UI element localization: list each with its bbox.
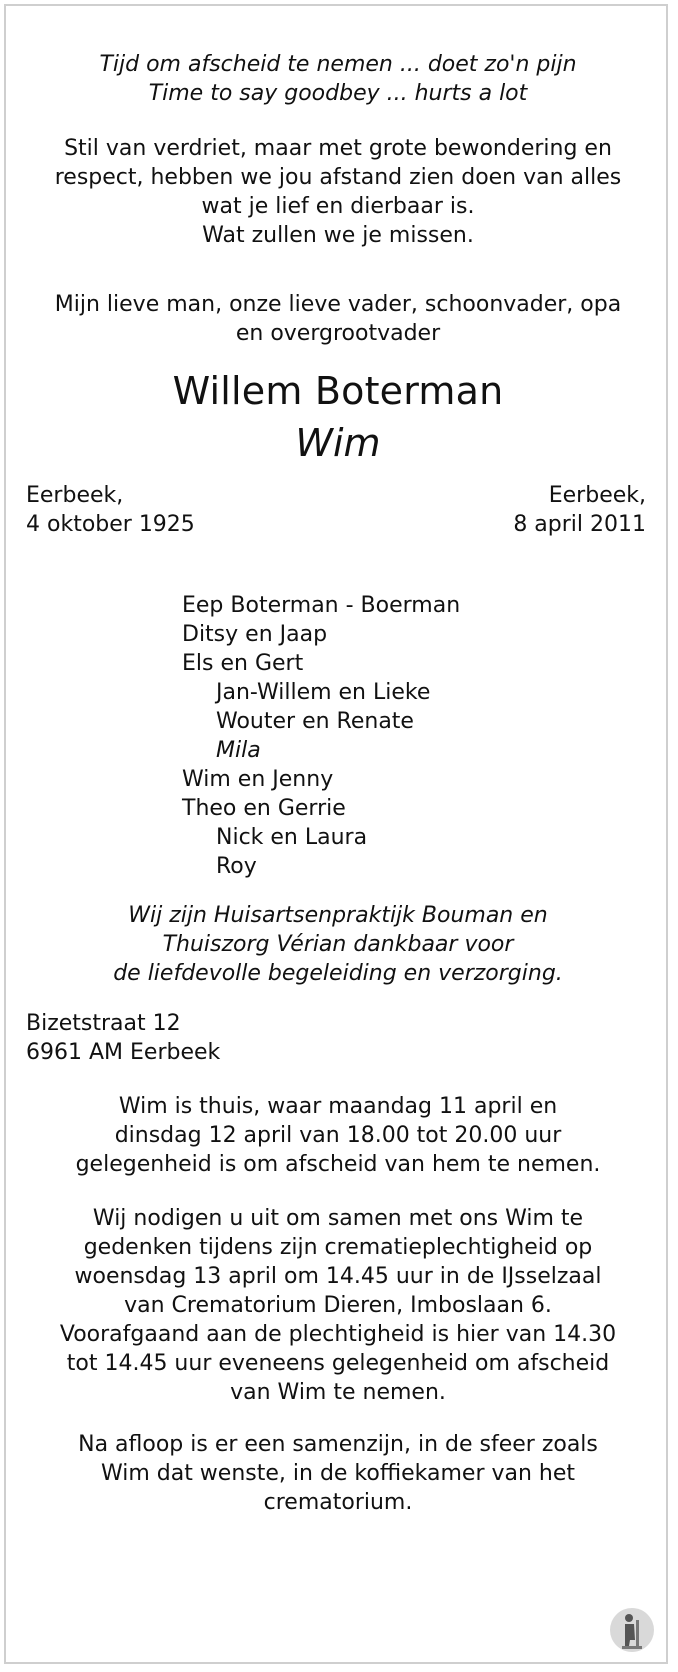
ceremony-line: van Crematorium Dieren, Imboslaan 6. bbox=[124, 1293, 552, 1318]
family-list bbox=[182, 591, 460, 881]
visit-line: gelegenheid is om afscheid van hem te nemen. bbox=[75, 1152, 601, 1177]
address-street: Bizetstraat 12 bbox=[26, 1011, 181, 1036]
obituary-card bbox=[4, 4, 668, 1664]
ceremony-line: Wij nodigen u uit om samen met ons Wim te bbox=[92, 1206, 584, 1231]
family-member: Wouter en Renate bbox=[216, 709, 414, 734]
thanks-line: Thuiszorg Vérian dankbaar voor bbox=[162, 932, 514, 957]
birth-info bbox=[26, 481, 195, 539]
relation-text bbox=[6, 290, 670, 348]
family-member: Els en Gert bbox=[182, 651, 304, 676]
visit-line: dinsdag 12 april van 18.00 tot 20.00 uur bbox=[114, 1123, 562, 1148]
address-city: 6961 AM Eerbeek bbox=[26, 1040, 221, 1065]
birth-date: 4 oktober 1925 bbox=[26, 512, 195, 537]
ceremony-line: gedenken tijdens zijn crematieplechtigheid op bbox=[83, 1235, 593, 1260]
family-member: Roy bbox=[216, 854, 257, 879]
family-member: Nick en Laura bbox=[216, 825, 368, 850]
family-member: Eep Boterman - Boerman bbox=[182, 593, 461, 618]
intro-text bbox=[6, 134, 670, 250]
relation-line: Mijn lieve man, onze lieve vader, schoonvader, opa bbox=[54, 292, 622, 317]
ceremony-line: van Wim te nemen. bbox=[230, 1380, 446, 1405]
ceremony-line: tot 14.45 uur eveneens gelegenheid om afscheid bbox=[66, 1351, 610, 1376]
intro-line: Stil van verdriet, maar met grote bewondering en bbox=[64, 136, 612, 161]
death-place: Eerbeek, bbox=[548, 483, 646, 508]
thanks-text bbox=[6, 901, 670, 988]
intro-line: Wat zullen we je missen. bbox=[202, 223, 474, 248]
visit-line: Wim is thuis, waar maandag 11 april en bbox=[118, 1094, 558, 1119]
after-line: crematorium. bbox=[263, 1490, 413, 1515]
family-member: Theo en Gerrie bbox=[182, 796, 346, 821]
deceased-name: Willem Boterman bbox=[172, 369, 504, 413]
family-member: Ditsy en Jaap bbox=[182, 622, 328, 647]
death-date: 8 april 2011 bbox=[513, 512, 646, 537]
thanks-line: de liefdevolle begeleiding en verzorging. bbox=[113, 961, 563, 986]
intro-line: wat je lief en dierbaar is. bbox=[201, 194, 475, 219]
intro-line: respect, hebben we jou afstand zien doen van alles bbox=[54, 165, 622, 190]
after-line: Na afloop is er een samenzijn, in de sfeer zoals bbox=[78, 1432, 598, 1457]
after-text bbox=[6, 1430, 670, 1517]
address bbox=[26, 1009, 220, 1067]
deceased-nickname: Wim bbox=[295, 421, 381, 465]
ceremony-text bbox=[6, 1204, 670, 1407]
after-line: Wim dat wenste, in de koffiekamer van het bbox=[100, 1461, 576, 1486]
quote-line: Time to say goodbey ... hurts a lot bbox=[148, 81, 528, 106]
ceremony-line: Voorafgaand aan de plechtigheid is hier van 14.30 bbox=[59, 1322, 617, 1347]
relation-line: en overgrootvader bbox=[235, 321, 441, 346]
family-member: Wim en Jenny bbox=[182, 767, 334, 792]
quote bbox=[6, 50, 670, 108]
quote-line: Tijd om afscheid te nemen ... doet zo'n pijn bbox=[99, 52, 577, 77]
family-member: Mila bbox=[216, 738, 261, 763]
ceremony-line: woensdag 13 april om 14.45 uur in de IJsselzaal bbox=[74, 1264, 602, 1289]
visit-text bbox=[6, 1092, 670, 1179]
memorial-figure-icon bbox=[608, 1606, 656, 1654]
birth-place: Eerbeek, bbox=[26, 483, 124, 508]
thanks-line: Wij zijn Huisartsenpraktijk Bouman en bbox=[128, 903, 548, 928]
family-member: Jan-Willem en Lieke bbox=[216, 680, 431, 705]
death-info bbox=[513, 481, 646, 539]
deceased-name-block bbox=[6, 368, 670, 466]
